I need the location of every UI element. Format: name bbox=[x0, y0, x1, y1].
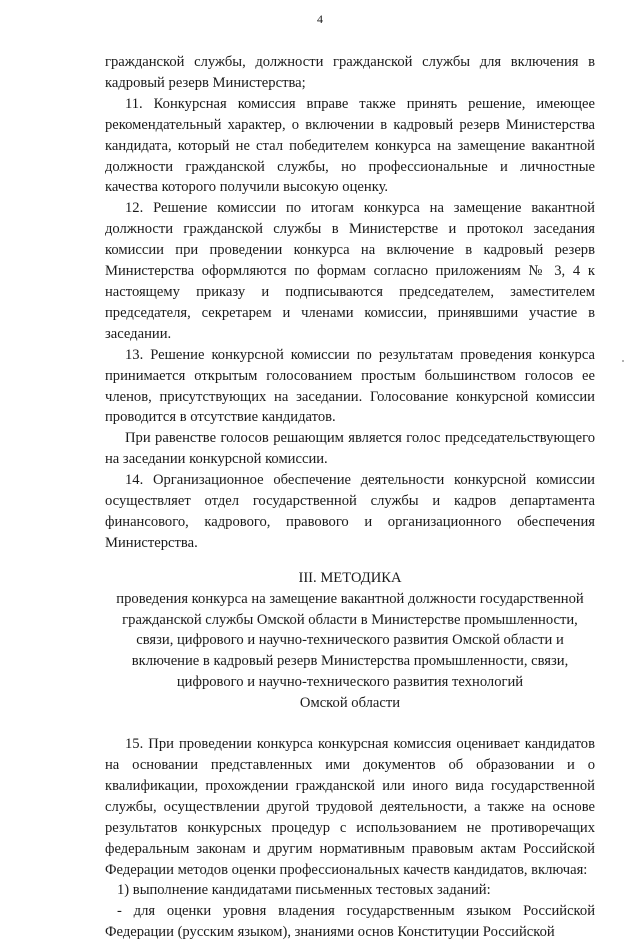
section-subtitle-line: проведения конкурса на замещение вакантной должности государственной bbox=[116, 590, 584, 607]
paragraph-15-item-1-dash: - для оценки уровня владения государственным языком Российской Федерации (русским языком), знаниями основ Конституции Российской bbox=[105, 903, 595, 941]
section-subtitle-line: цифрового и научно-технического развития технологий bbox=[176, 674, 524, 691]
paragraph-14: 14. Организационное обеспечение деятельности конкурсной комиссии осуществляет отдел государственной службы и кадров департамента финансового, кадрового, правового и организационного обеспечения Министерства. bbox=[105, 472, 595, 551]
section-subtitle-line: гражданской службы Омской области в Министерстве промышленности, bbox=[122, 611, 578, 628]
paragraph-12: 12. Решение комиссии по итогам конкурса на замещение вакантной должности гражданской службы в Министерстве и протокол заседания комиссии при проведении конкурса на включение в кадровый резерв Министерства оформляются по формам согласно приложениям № 3, 4 к настоящему приказу и подписываются председателем, заместителем председателя, секретарем и членами комиссии, принявшими участие в заседании. bbox=[105, 200, 595, 342]
section-subtitle-line: включение в кадровый резерв Министерства промышленности, связи, bbox=[131, 653, 569, 670]
scan-artifact-dot bbox=[622, 360, 624, 362]
page-number: 4 bbox=[317, 12, 323, 26]
paragraph-13-tie-vote: При равенстве голосов решающим является голос председательствующего на заседании конкурсной комиссии. bbox=[105, 430, 595, 468]
paragraph-11: 11. Конкурсная комиссия вправе также принять решение, имеющее рекомендательный характер, о включении в кадровый резерв Министерства кандидата, который не стал победителем конкурса на замещение вакантной должности гражданской службы, но профессиональные и личностные качества которого получили высокую оценку. bbox=[105, 95, 595, 196]
section-subtitle-line: Омской области bbox=[299, 695, 401, 712]
document-body bbox=[105, 52, 595, 943]
section-subtitle-line: связи, цифрового и научно-технического развития Омской области и bbox=[136, 632, 564, 649]
paragraph-continuation: гражданской службы, должности гражданской службы для включения в кадровый резерв Министерства; bbox=[105, 54, 595, 91]
paragraph-15: 15. При проведении конкурса конкурсная комиссия оценивает кандидатов на основании представленных ими документов об образовании и о квалификации, прохождении гражданской или иного вида государственной службы, осуществлении другой трудовой деятельности, а также на основе результатов конкурсных процедур с использованием не противоречащих федеральным законам и другим нормативным правовым актам Российской Федерации методов оценки профессиональных качеств кандидатов, включая: bbox=[105, 736, 595, 878]
section-spacer bbox=[105, 714, 595, 734]
section-heading bbox=[105, 568, 595, 714]
paragraph-13: 13. Решение конкурсной комиссии по результатам проведения конкурса принимается открытым голосованием простым большинством голосов ее членов, присутствующих на заседании. Голосование конкурсной комиссии проводится в отсутствие кандидатов. bbox=[105, 346, 595, 426]
section-title: III. МЕТОДИКА bbox=[298, 569, 402, 586]
paragraph-15-item-1: 1) выполнение кандидатами письменных тестовых заданий: bbox=[117, 882, 491, 899]
